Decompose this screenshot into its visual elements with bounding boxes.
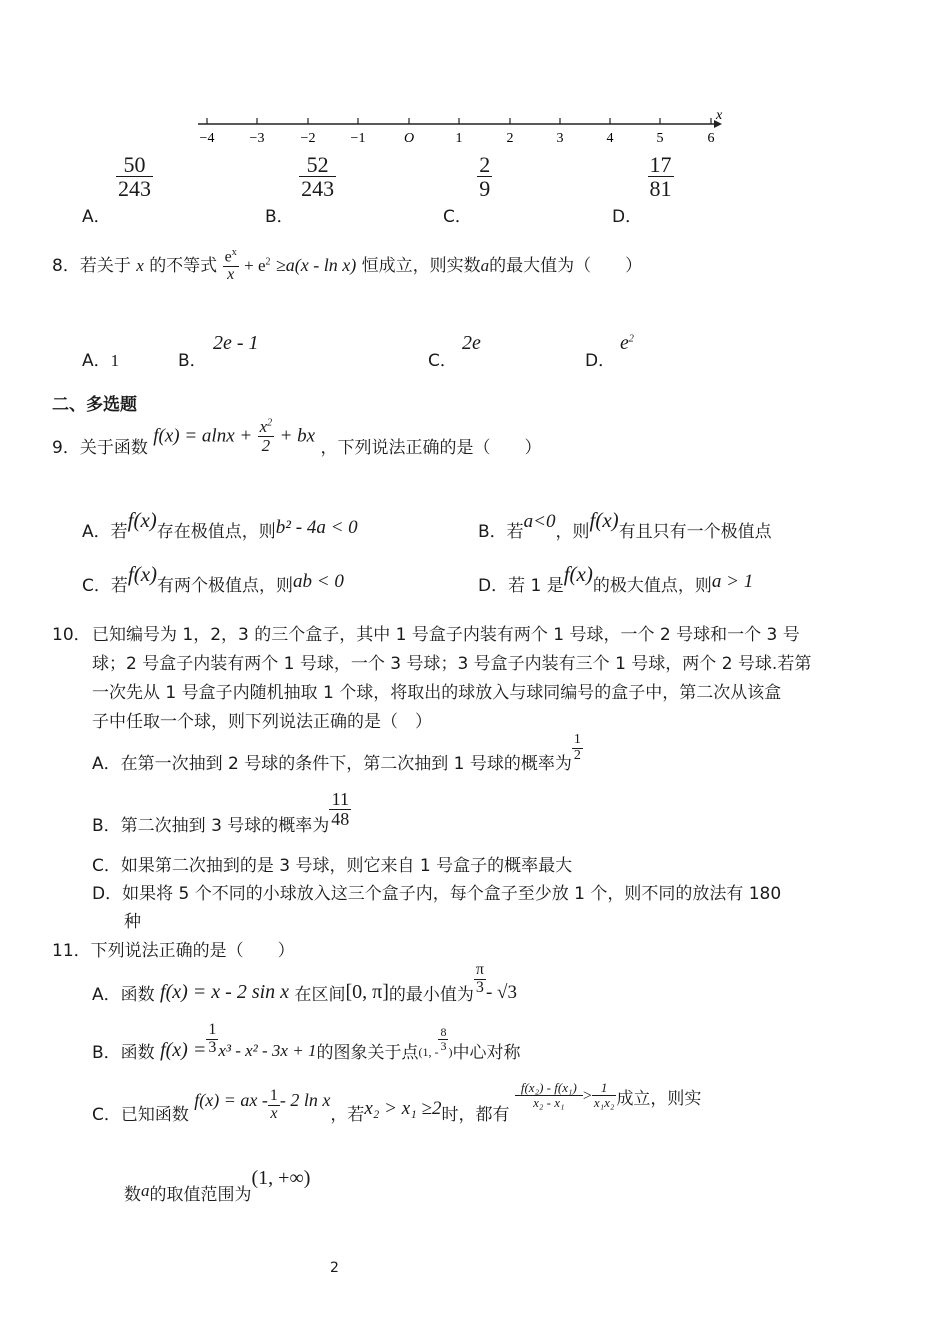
fraction: $\frac{x^2}{2}$ <box>259 417 273 455</box>
q8-option-c[interactable]: C． <box>428 351 457 371</box>
fraction: $\frac{2}{9}$ <box>479 152 491 202</box>
q11-option-a[interactable]: A．函数 f(x) = x - 2 sin x 在区间[0, π]的最小值为 $\frac{\pi}{3}$ - √3 <box>92 961 517 1006</box>
fraction: $\frac{1}{\text{x₁x₂}}$ <box>593 1080 615 1110</box>
tick-label: −4 <box>199 131 215 146</box>
q8-option-c-value: 2e <box>462 332 481 354</box>
q10-option-d[interactable]: D．如果将 5 个不同的小球放入这三个盒子内，每个盒子至少放 1 个，则不同的放法有 180 <box>92 884 782 904</box>
q10-option-d-cont: 种 <box>124 912 141 932</box>
fraction: $\frac{1}{x}$ <box>269 1087 278 1122</box>
q11-stem: 11．下列说法正确的是（ ） <box>52 941 295 961</box>
q11-option-c-cont: 数a的取值范围为(1, +∞) <box>124 1167 311 1205</box>
tick-label: 3 <box>556 131 564 146</box>
tick-label: 1 <box>455 131 463 146</box>
section-title: 二、多选题 <box>52 395 137 415</box>
q9-option-a[interactable]: A．若f(x)存在极值点，则b² - 4a < 0 <box>82 508 358 542</box>
q10-stem-line: 一次先从 1 号盒子内随机抽取 1 个球，将取出的球放入与球同编号的盒子中，第二次从该盒 <box>92 683 782 703</box>
tick-label: −1 <box>350 131 366 146</box>
q7-option-c[interactable]: C． $\frac{2}{9}$ <box>443 152 491 227</box>
q10-stem-line: 已知编号为 1，2，3 的三个盒子，其中 1 号盒子内装有两个 1 号球，一个 2 号球和一个 3 号 <box>92 625 800 645</box>
tick-label: −3 <box>249 131 265 146</box>
q8-stem: 8．若关于 x 的不等式 $\frac{e^x}{x}$ + $e^2 \ge a(x - \ln x)$ 恒成立，则实数a的最大值为（ ） <box>52 247 643 284</box>
q7-option-d[interactable]: D． $\frac{17}{81}$ <box>612 152 672 227</box>
fraction: $\frac{\text{f(x₂) - f(x₁)}}{\text{x₂ - x₁}}$ <box>515 1081 583 1109</box>
q10-stem-line: 球；2 号盒子内装有两个 1 号球，一个 3 号球；3 号盒子内装有三个 1 号球，两个 2 号球.若第 <box>92 654 812 674</box>
fraction: $\frac{52}{243}$ <box>301 152 335 202</box>
q11-option-c[interactable]: C．已知函数 f(x) = ax - $\frac{1}{x}$ - 2 ln x，若x₂ > x₁ ≥2时，都有 $\frac{\text{f(x₂) - f(x₁)}}{\text{x₂ - x₁}}$ > $\frac{1}{\text{x₁x₂}}$ 成立，则实 <box>92 1080 702 1126</box>
tick-label: 5 <box>656 131 664 146</box>
fraction: $\frac{17}{81}$ <box>649 152 672 202</box>
fraction: $\frac{\pi}{3}$ <box>475 961 484 996</box>
tick-label: 4 <box>606 131 614 146</box>
q8-option-b-value: 2e - 1 <box>213 332 259 354</box>
q10-stem-line: 子中任取一个球，则下列说法正确的是（ ） <box>92 712 432 732</box>
q10-option-c[interactable]: C．如果第二次抽到的是 3 号球，则它来自 1 号盒子的概率最大 <box>92 856 573 876</box>
fraction: $\frac{1}{2}$ <box>573 732 581 763</box>
number-line <box>0 0 950 150</box>
q9-option-b[interactable]: B．若a<0，则f(x)有且只有一个极值点 <box>478 508 772 542</box>
q8-option-d-value: $e^2$ <box>620 332 634 354</box>
fraction: $\frac{8}{3}$ <box>440 1025 447 1053</box>
fraction: $\frac{1}{3}$ <box>208 1021 217 1056</box>
q9-stem: 9．关于函数 f(x) = alnx + $\frac{x^2}{2}$ + bx ，下列说法正确的是（ ） <box>52 417 542 459</box>
fraction: $\frac{11}{48}$ <box>331 789 350 829</box>
fraction: $\frac{50}{243}$ <box>118 152 152 202</box>
tick-label: −2 <box>300 131 316 146</box>
q9-option-c[interactable]: C．若f(x)有两个极值点，则ab < 0 <box>82 562 344 596</box>
fraction: $\frac{e^x}{x}$ <box>224 247 237 284</box>
q11-option-b[interactable]: B．函数 f(x) = $\frac{1}{3}$ x³ - x² - 3x + 1的图象关于点$_{(1, -}$ $\frac{8}{3}$ $_)$中心对称 <box>92 1021 521 1064</box>
q9-option-d[interactable]: D．若 1 是f(x)的极大值点，则a > 1 <box>478 562 754 596</box>
q10-option-a[interactable]: A．在第一次抽到 2 号球的条件下，第二次抽到 1 号球的概率为 $\frac{1}{2}$ <box>92 732 581 775</box>
axis-label: x <box>716 108 723 123</box>
tick-label: O <box>403 131 415 146</box>
q8-option-b[interactable]: B． <box>178 351 207 371</box>
q8-option-d[interactable]: D． <box>585 351 616 371</box>
page-number: 2 <box>330 1260 339 1276</box>
q10-option-b[interactable]: B．第二次抽到 3 号球的概率为 $\frac{11}{48}$ <box>92 789 350 837</box>
q10-number: 10． <box>52 625 91 645</box>
q7-option-b[interactable]: B． $\frac{52}{243}$ <box>265 152 335 227</box>
q7-option-a[interactable]: A． $\frac{50}{243}$ <box>82 152 152 227</box>
tick-label: 2 <box>506 131 514 146</box>
q8-option-a[interactable]: A．1 <box>82 351 120 371</box>
tick-label: 6 <box>707 131 715 146</box>
